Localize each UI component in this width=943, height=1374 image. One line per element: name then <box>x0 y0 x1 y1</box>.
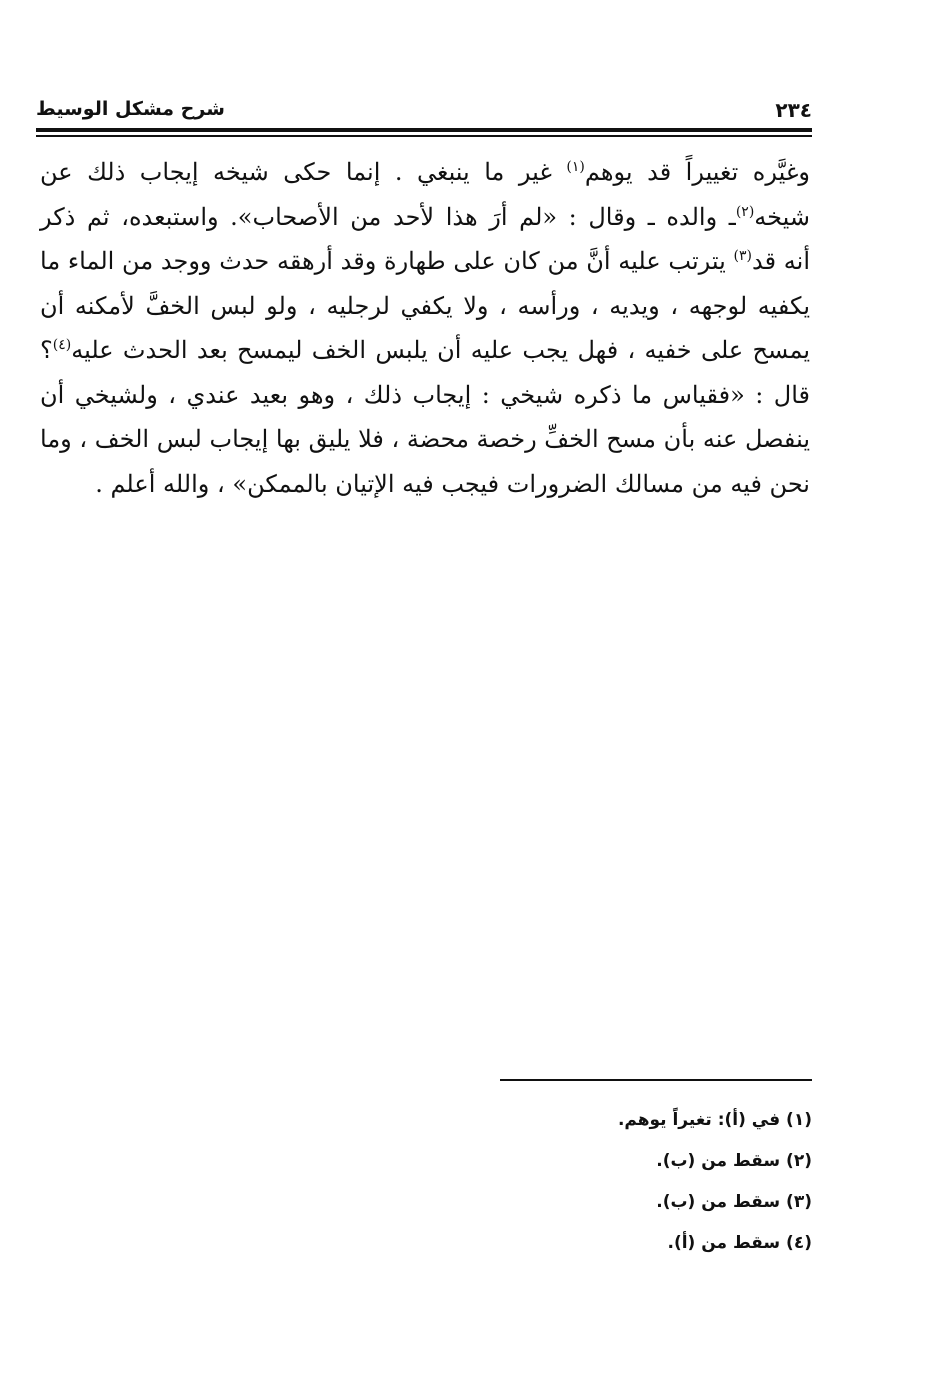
footnote-1: (١) في (أ): تغيراً يوهم. <box>617 1110 812 1130</box>
text-line-5: يمسح على خفيه ، فهل يجب عليه أن يلبس الخف ليمسح بعد الحدث عليه$^{(٤)}$؟ <box>40 336 810 364</box>
header-rule-thin <box>36 135 812 137</box>
footnote-separator <box>500 1079 812 1081</box>
running-title: شرح مشكل الوسيط <box>36 98 225 120</box>
header-rule-thick <box>36 128 812 132</box>
footnote-3: (٣) سقط من (ب). <box>656 1192 812 1212</box>
text-line-2: شيخه$^{(٢)}$ـ والده ـ وقال : «لم أرَ هذا لأحد من الأصحاب». واستبعده، ثم ذكر <box>40 202 810 231</box>
text-line-8: نحن فيه من مسالك الضرورات فيجب فيه الإتيان بالممكن» ، والله أعلم . <box>95 469 810 498</box>
text-line-7: ينفصل عنه بأن مسح الخفِّ رخصة محضة ، فلا يليق بها إيجاب لبس الخف ، وما <box>40 425 810 453</box>
footnote-4: (٤) سقط من (أ). <box>667 1233 812 1253</box>
main-text <box>40 150 810 506</box>
page-number: ٢٣٤ <box>775 98 812 122</box>
text-line-4: يكفيه لوجهه ، ويديه ، ورأسه ، ولا يكفي لرجليه ، ولو لبس الخفَّ لأمكنه أن <box>40 291 810 320</box>
text-line-1: وغيَّره تغييراً قد يوهم$^{(١)}$ غير ما ينبغي . إنما حكى شيخه إيجاب ذلك عن <box>40 158 810 186</box>
footnotes <box>400 1100 812 1264</box>
footnote-2: (٢) سقط من (ب). <box>656 1151 812 1171</box>
footnote-ref-4: (٤) <box>52 337 72 353</box>
footnote-ref-2: (٢) <box>735 203 755 220</box>
text-line-6: قال : «فقياس ما ذكره شيخي : إيجاب ذلك ، وهو بعيد عندي ، ولشيخي أن <box>40 380 810 409</box>
text-line-3: أنه قد$^{(٣)}$ يترتب عليه أنَّ من كان على طهارة وقد أرهقه حدث ووجد من الماء ما <box>40 247 811 275</box>
page-header <box>36 98 812 124</box>
footnote-ref-1: (١) <box>566 159 585 175</box>
footnote-ref-3: (٣) <box>733 248 752 264</box>
